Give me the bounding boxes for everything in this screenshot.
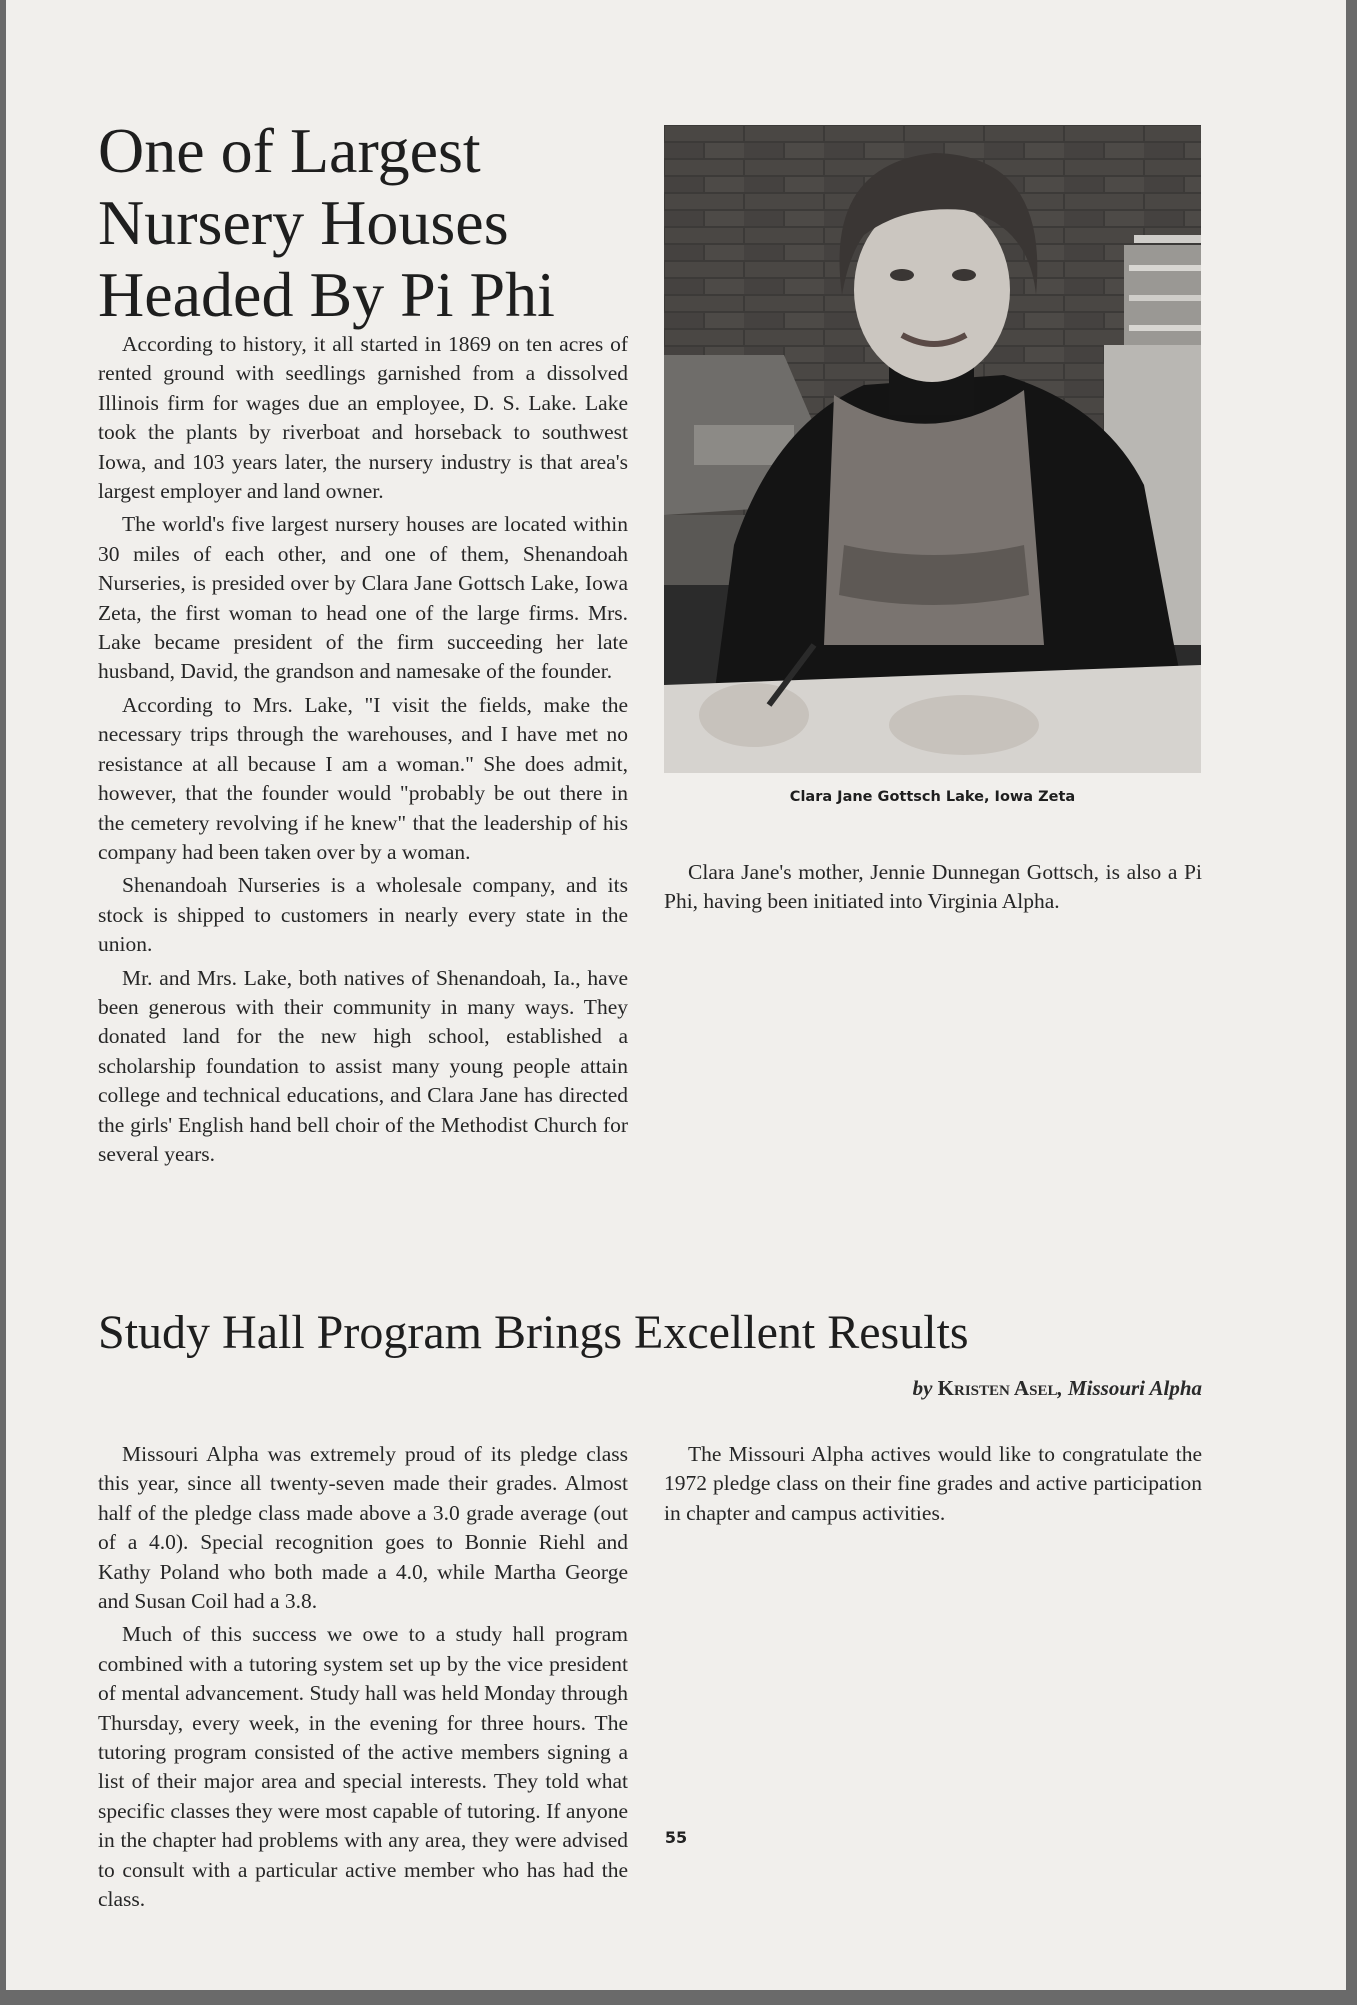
article-column-left [98, 330, 628, 1169]
article-title: One of Largest Nursery Houses Headed By Pi Phi [98, 115, 555, 330]
article-paragraph: Mr. and Mrs. Lake, both natives of Shenandoah, Ia., have been generous with their community in many ways. They donated land for the new high school, established a scholarship foundation to assist many young people attain college and technical educations, and Clara Jane has directed the girls' English hand bell choir of the Methodist Church for several years. [98, 965, 628, 1166]
byline-author: Kristen Asel [937, 1376, 1058, 1400]
photo-caption: Clara Jane Gottsch Lake, Iowa Zeta [789, 789, 1076, 805]
article-paragraph: Clara Jane's mother, Jennie Dunnegan Gottsch, is also a Pi Phi, having been initiated into Virginia Alpha. [664, 860, 1202, 914]
byline: by Kristen Asel, Missouri Alpha [912, 1376, 1202, 1400]
article-paragraph: According to Mrs. Lake, "I visit the fields, make the necessary trips through the warehouses, and I have met no resistance at all because I am a woman." She does admit, however, that the founder would "probably be out there in the cemetery revolving if he knew" that the leadership of his company had been taken over by a woman. [98, 692, 628, 864]
article-title: Study Hall Program Brings Excellent Results [98, 1306, 969, 1359]
article-column-right [664, 858, 1202, 917]
byline-prefix: by [912, 1376, 933, 1400]
article-paragraph: The Missouri Alpha actives would like to congratulate the 1972 pledge class on their fine grades and active participation in chapter and campus activities. [664, 1442, 1202, 1525]
portrait-illustration [664, 125, 1201, 773]
article-column-right [664, 1440, 1202, 1528]
portrait-photo [664, 125, 1201, 773]
article-paragraph: According to history, it all started in 1869 on ten acres of rented ground with seedlings garnished from a dissolved Illinois firm for wages due an employee, D. S. Lake. Lake took the plants by riverboat and horseback to southwest Iowa, and 103 years later, the nursery industry is that area's largest employer and land owner. [98, 332, 628, 504]
page-number: 55 [664, 1828, 688, 1847]
byline-chapter: Missouri Alpha [1067, 1376, 1202, 1400]
article-paragraph: Missouri Alpha was extremely proud of its pledge class this year, since all twenty-seven made their grades. Almost half of the pledge class made above a 3.0 grade average (out of a 4.0). Special recognition goes to Bonnie Riehl and Kathy Poland who both made a 4.0, while Martha George and Susan Coil had a 3.8. [98, 1442, 628, 1614]
article-paragraph: Shenandoah Nurseries is a wholesale company, and its stock is shipped to customers in nearly every state in the union. [98, 873, 628, 957]
article-paragraph: Much of this success we owe to a study hall program combined with a tutoring system set up by the vice president of mental advancement. Study hall was held Monday through Thursday, every week, in the evening for three hours. The tutoring program consisted of the active members signing a list of their major area and special interests. They told what specific classes they were most capable of tutoring. If anyone in the chapter had problems with any area, they were advised to consult with a particular active member who has had the class. [98, 1622, 628, 1912]
article-paragraph: The world's five largest nursery houses are located within 30 miles of each other, and one of them, Shenandoah Nurseries, is presided over by Clara Jane Gottsch Lake, Iowa Zeta, the first woman to head one of the large firms. Mrs. Lake became president of the firm succeeding her late husband, David, the grandson and namesake of the founder. [98, 512, 628, 684]
magazine-page [6, 0, 1346, 1990]
